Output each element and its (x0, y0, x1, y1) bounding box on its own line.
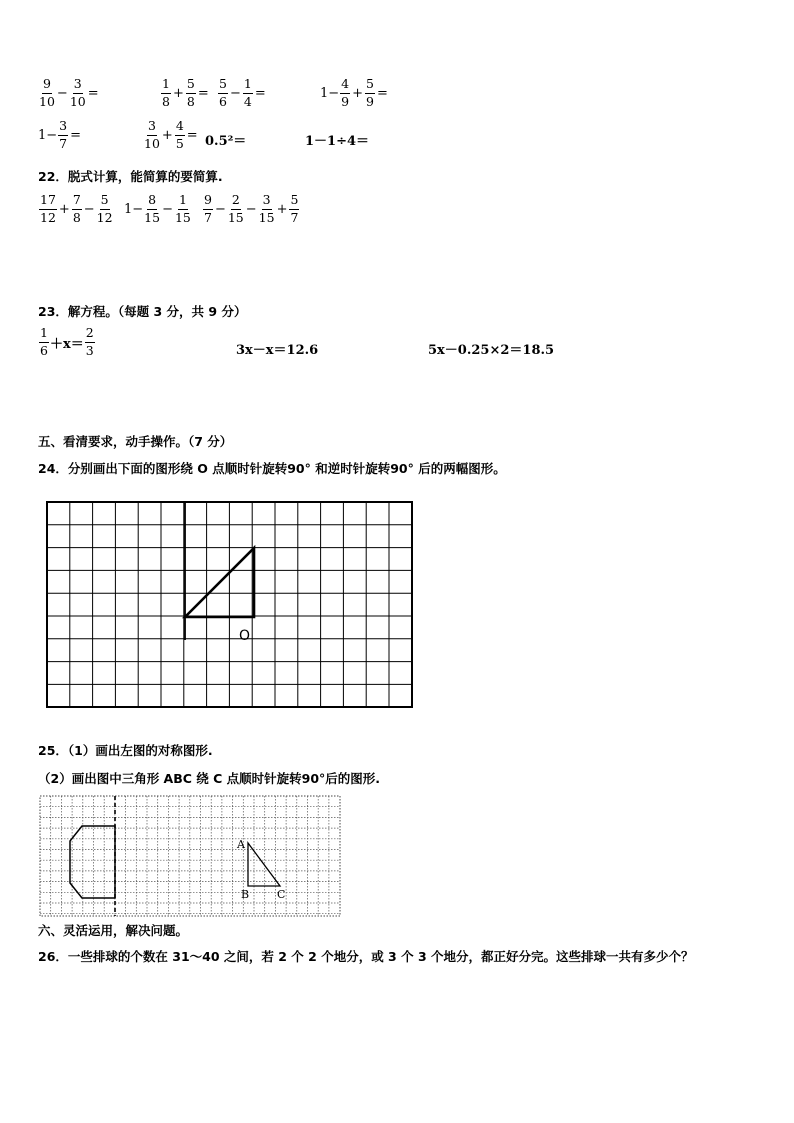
octagon-half-shape (70, 826, 115, 898)
vertex-c-label: C (277, 888, 286, 901)
fraction: $\frac{9}{7}$ (204, 192, 212, 225)
section-5-heading: 五、看清要求，动手操作。（7 分） (38, 434, 233, 449)
fraction: $\frac{2}{15}$ (227, 192, 244, 225)
q22-expr-1: $\frac{17}{12}$ + $\frac{7}{8}$ − $\frac{5}{12}$ (40, 192, 113, 225)
fraction: $\frac{17}{12}$ (40, 192, 56, 225)
fraction: $\frac{3}{10}$ (69, 76, 86, 109)
fraction: $\frac{5}{7}$ (290, 192, 299, 225)
row1-expr-1: $\frac{9}{10}$ − $\frac{3}{10}$ = (39, 76, 99, 109)
fraction: $\frac{2}{3}$ (85, 325, 94, 358)
point-o-label: O (239, 628, 251, 644)
fraction: $\frac{1}{4}$ (243, 76, 252, 109)
section-6-heading: 六、灵活运用，解决问题。 (38, 923, 189, 938)
q22-expr-3: $\frac{9}{7}$ − $\frac{2}{15}$ − $\frac{3}{15}$ + $\frac{5}{7}$ (204, 192, 299, 225)
q25-line-2: （2）画出图中三角形 ABC 绕 C 点顺时针旋转90°后的图形. (38, 771, 381, 786)
q24-title: 24．分别画出下面的图形绕 O 点顺时针旋转90° 和逆时针旋转90° 后的两幅图形。 (38, 461, 506, 476)
fraction: $\frac{1}{15}$ (174, 192, 191, 225)
row2-expr-3: 0.5²＝ (205, 134, 247, 149)
fraction: $\frac{4}{5}$ (175, 118, 184, 151)
fraction: $\frac{5}{12}$ (96, 192, 113, 225)
q23-eq-1: $\frac{1}{6}$ ＋x＝ $\frac{2}{3}$ (40, 325, 94, 358)
fraction: $\frac{8}{15}$ (144, 192, 161, 225)
vertex-a-label: A (237, 838, 245, 851)
fraction: $\frac{3}{10}$ (144, 118, 160, 151)
fraction: $\frac{1}{6}$ (40, 325, 48, 358)
fraction: $\frac{5}{6}$ (219, 76, 227, 109)
q22-expr-2: 1− $\frac{8}{15}$ − $\frac{1}{15}$ (124, 192, 191, 225)
row1-expr-4: 1− $\frac{4}{9}$ + $\frac{5}{9}$ = (320, 76, 388, 109)
q23-eq-3: 5x－0.25×2＝18.5 (428, 343, 555, 358)
fraction: $\frac{3}{7}$ (59, 118, 68, 151)
fraction: $\frac{9}{10}$ (39, 76, 55, 109)
fraction: $\frac{4}{9}$ (341, 76, 350, 109)
q23-title: 23．解方程。（每题 3 分，共 9 分） (38, 304, 247, 319)
fraction: $\frac{3}{15}$ (258, 192, 275, 225)
row2-expr-2: $\frac{3}{10}$ + $\frac{4}{5}$ = (144, 118, 198, 151)
q25-line-1: 25．（1）画出左图的对称图形. (38, 743, 213, 758)
q22-title: 22．脱式计算，能简算的要简算. (38, 169, 223, 184)
fraction: $\frac{7}{8}$ (72, 192, 81, 225)
row2-expr-1: 1− $\frac{3}{7}$ = (38, 118, 82, 151)
row1-expr-3: $\frac{5}{6}$ − $\frac{1}{4}$ = (219, 76, 266, 109)
fraction: $\frac{1}{8}$ (162, 76, 170, 109)
fraction: $\frac{5}{8}$ (186, 76, 195, 109)
q26-question: 26．一些排球的个数在 31～40 之间，若 2 个 2 个地分，或 3 个 3 个地分，都正好分完。这些排球一共有多少个？ (38, 949, 694, 964)
q23-eq-2: 3x－x＝12.6 (236, 343, 319, 358)
row2-expr-4: 1－1÷4＝ (305, 134, 370, 149)
fraction: $\frac{5}{9}$ (366, 76, 374, 109)
vertex-b-label: B (241, 888, 250, 901)
row1-expr-2: $\frac{1}{8}$ + $\frac{5}{8}$ = (162, 76, 209, 109)
